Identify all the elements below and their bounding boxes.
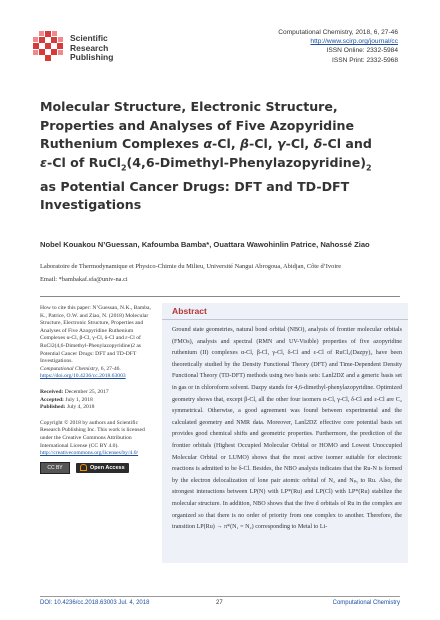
article-info-column [40, 305, 158, 482]
license-badges [40, 462, 158, 474]
title-subscript: 2 [366, 163, 372, 173]
title-line [40, 154, 405, 178]
cc-by-badge-icon[interactable]: CC BY [40, 462, 70, 474]
title-text: -Cl, [285, 136, 314, 152]
footer-doi: DOI: 10.4236/cc.2018.63003 Jul. 4, 2018 [40, 600, 150, 606]
abstract-heading: Abstract [172, 306, 207, 316]
title-text: -Cl and [322, 136, 372, 152]
title-text: -Cl, [212, 136, 241, 152]
title-greek: β [240, 136, 250, 152]
dates [40, 389, 158, 412]
affiliation: Laboratoire de Thermodynamique et Physico-Chimie du Milieu, Université Nangui Abrogoua, Abidjan, Côte d’Ivoire [40, 263, 342, 270]
paper-title [40, 98, 405, 215]
footer-journal: Computational Chemistry [332, 600, 400, 606]
publisher-name-line: Scientific [70, 33, 108, 43]
title-text: -Cl, [249, 136, 277, 152]
open-lock-icon [80, 464, 87, 471]
published-label: Published: [40, 404, 66, 411]
footer-divider [40, 596, 400, 597]
license-link[interactable]: http://creativecommons.org/licenses/by/4.0/ [40, 450, 139, 457]
title-greek: δ [313, 136, 323, 152]
doi-link[interactable]: https://doi.org/10.4236/cc.2018.63003 [40, 373, 126, 380]
cite-volume: , 6, 27-46. [97, 365, 121, 372]
publisher-name-line: Research [70, 42, 109, 53]
open-access-label: Open Access [90, 464, 125, 471]
open-access-badge [76, 463, 129, 473]
corresponding-email: Email: *bambakaf.sfa@univ-na.ci [40, 275, 128, 283]
title-text: Ruthenium Complexes [40, 136, 204, 152]
accepted-label: Accepted: [40, 396, 64, 403]
title-greek: α [203, 136, 213, 152]
cite-journal: Computational Chemistry [40, 365, 98, 372]
authors: Nobel Kouakou N’Guessan, Kafoumba Bamba*, Ouattara Wawohinlin Patrice, Nahossé Ziao [40, 240, 370, 249]
copyright-block [40, 420, 158, 474]
title-greek: ε [40, 154, 48, 170]
received-date: December 25, 2017 [63, 388, 109, 395]
received-label: Received: [40, 388, 64, 395]
published-date: July 4, 2018 [65, 404, 95, 411]
abstract-divider [162, 319, 408, 320]
journal-url-link[interactable]: http://www.scirp.org/journal/cc [310, 38, 398, 46]
how-to-cite [40, 305, 158, 381]
title-line: Properties and Analyses of Five Azopyridine [40, 117, 355, 133]
title-text: (4,6-Dimethyl-Phenylazopyridine) [126, 154, 367, 170]
cite-text: How to cite this paper: N’Guessan, N.K., Bamba, K., Patrice, O.W. and Ziao, N. (2018) Molecular Structure, Electronic Structure, Properties and Analyses of Five Azopyridine Ruthenium Complexes α-Cl, β-Cl, γ-Cl, δ-Cl and ε-Cl of RuCl2(4,6-Dimethyl-Phenylazopyridine)2 as Potential Cancer Drugs: DFT and TD-DFT Investigations. [40, 305, 151, 365]
divider [40, 296, 400, 297]
title-text: -Cl of RuCl [47, 154, 121, 170]
journal-info [278, 28, 398, 65]
title-line [40, 135, 405, 154]
accepted-date: July 1, 2018 [63, 396, 93, 403]
scirp-logo-icon [32, 30, 64, 62]
page-number: 27 [216, 600, 223, 606]
title-greek: γ [277, 136, 286, 152]
journal-citation: Computational Chemistry, 2018, 6, 27-46 [278, 29, 398, 36]
title-line: as Potential Cancer Drugs: DFT and TD-DFT [40, 178, 350, 194]
abstract-text: Ground state geometries, natural bond orbital (NBO), analysis of frontier molecular orbitals (FMOs), analysis and spectral (RMN and UV-Visible) properties of five azopyridine ruthenium (II) complexes α-Cl, β-Cl, γ-Cl, δ-Cl and ε-Cl of RuCl₂(Dazpy)₂ have been theoretically studied by the Density Functional Theory (DFT) and Time-Dependent Density Functional Theory (TD-DFT) methods using two basis sets: Lanl2DZ and a generic basis set in gas or in chloroform solvent. Dazpy stands for 4,6-dimethyl-phenylazopyridine. Optimized geometry shows that, except β-Cl, all the other four isomers α-Cl, γ-Cl, δ-Cl and ε-Cl are C₂ symmetrical. Otherwise, a good agreement was found between experimental and the calculated geometry and NMR data. Moreover, Lanl2DZ effective core potential basis set provides good chemical shifts and geometric properties. Furthermore, the prediction of the frontier orbitals (Highest Occupied Molecular Orbital or HOMO and Lowest Unoccupied Molecular Orbital or LUMO) shows that the most active isomer suitable for electronic reactions is admitted to be δ-Cl. Besides, the NBO analysis indicates that the Ru-N is formed by the electron delocalization of lone pair atomic orbital of N₂ and Nₚᵧ to Ru. Also, the strongest interactions between LP(N) with LP*(Ru) and LP(Cl) with LP*(Ru) stabilize the molecular structure. In addition, NBO shows that the five d orbitals of Ru in the complex are organized so that there is no order of priority from one complex to another. Therefore, the transition LP(Ru) → π*(N₁ = N₂) corresponding to Metal to Li- [172, 327, 402, 531]
title-line: Molecular Structure, Electronic Structure, [40, 99, 338, 114]
publisher-name-line: Publishing [70, 52, 114, 62]
issn-online: ISSN Online: 2332-5984 [326, 47, 398, 55]
copyright-text: Copyright © 2018 by authors and Scientific Research Publishing Inc. This work is licensed under the Creative Commons Attribution International License (CC BY 4.0). [40, 419, 145, 449]
issn-print: ISSN Print: 2332-5968 [332, 56, 398, 64]
title-line: Investigations [40, 197, 142, 213]
title-subscript: 2 [120, 163, 127, 173]
publisher-name [70, 34, 113, 63]
affiliation-block [40, 262, 410, 284]
